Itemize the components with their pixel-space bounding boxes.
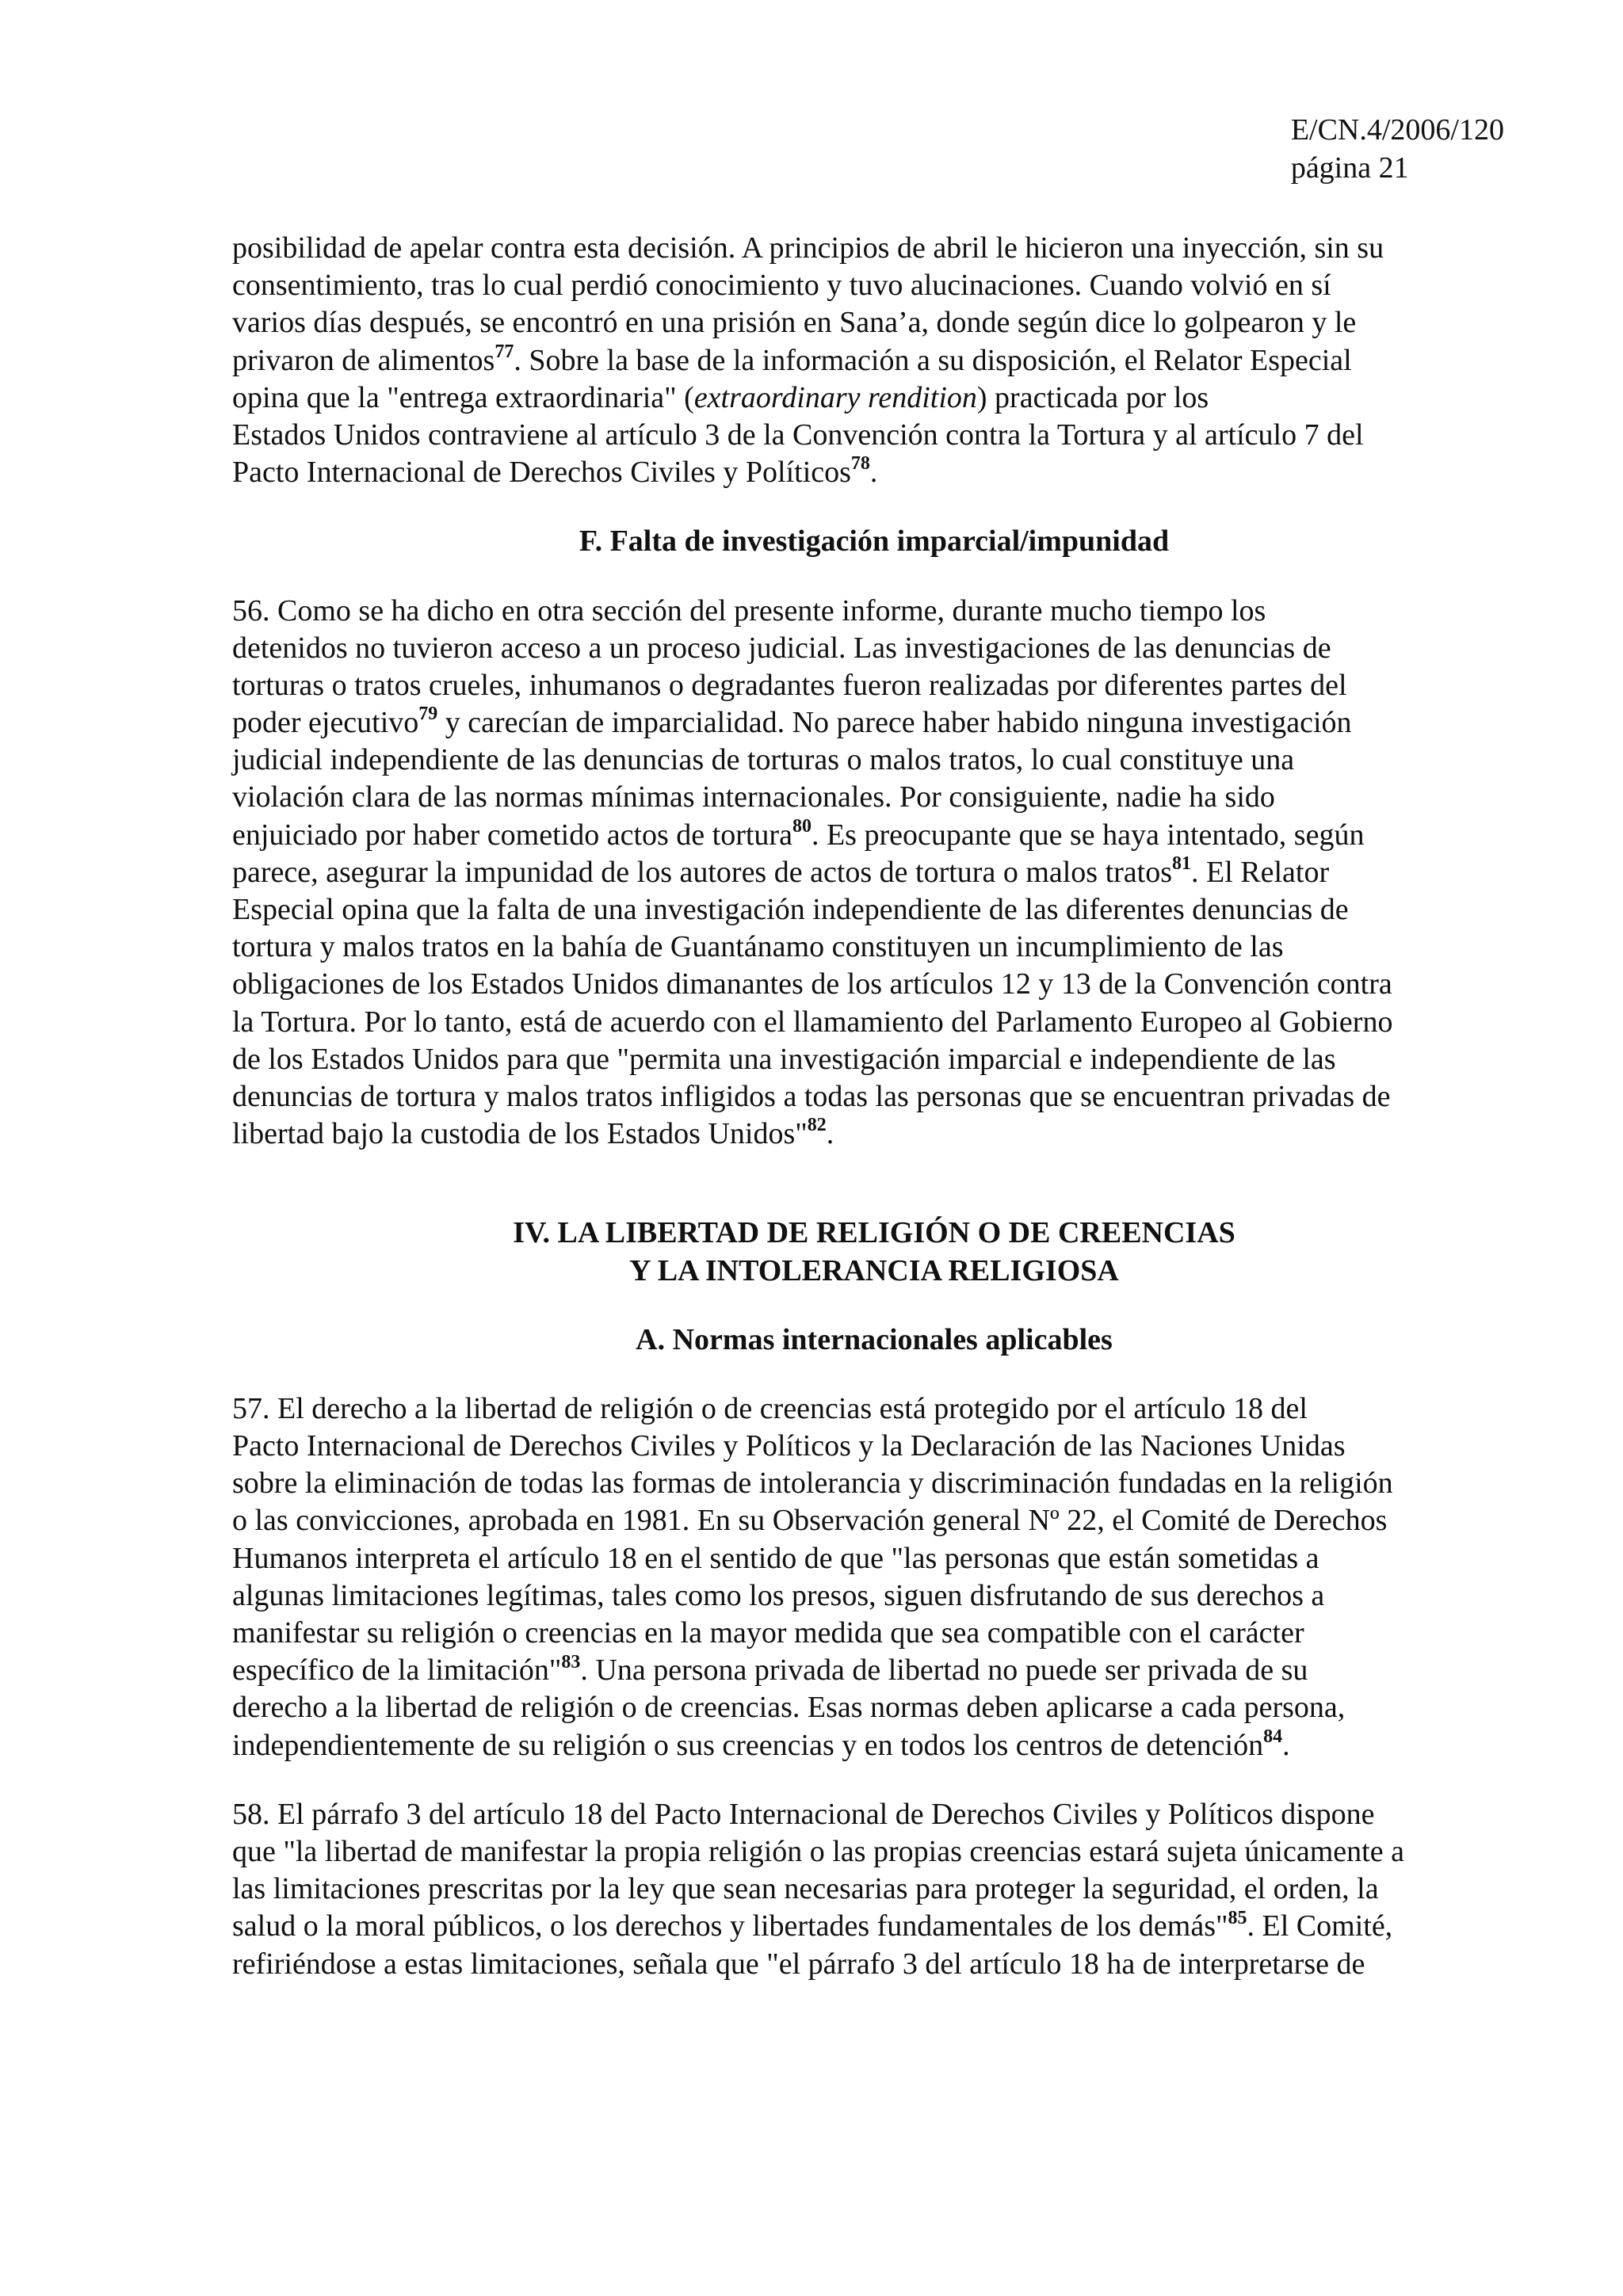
text-span: parece, asegurar la impunidad de los autores de actos de tortura o malos tratos (232, 855, 1173, 889)
text-span: . Una persona privada de libertad no puede ser privada de su (580, 1653, 1308, 1688)
text-line: 56. Como se ha dicho en otra sección del presente informe, durante mucho tiempo los (232, 593, 1266, 627)
paragraph-continuation (232, 230, 1516, 491)
text-line: torturas o tratos crueles, inhumanos o degradantes fueron realizadas por diferentes partes del (232, 668, 1347, 702)
text-line: las limitaciones prescritas por la ley que sean necesarias para proteger la seguridad, el orden, la (232, 1872, 1379, 1906)
section-heading-f: F. Falta de investigación imparcial/impunidad (579, 524, 1170, 559)
text-line: manifestar su religión o creencias en la mayor medida que sea compatible con el carácter (232, 1616, 1304, 1650)
text-line (232, 1727, 1516, 1764)
document-header (1291, 111, 1504, 187)
text-span: Pacto Internacional de Derechos Civiles y Políticos (232, 456, 851, 490)
text-line: posibilidad de apelar contra esta decisión. A principios de abril le hicieron una inyección, sin su (232, 231, 1384, 265)
text-line (232, 1908, 1516, 1945)
text-span: . (1282, 1728, 1290, 1762)
text-line: algunas limitaciones legítimas, tales como los presos, siguen disfrutando de sus derechos a (232, 1578, 1325, 1612)
text-line: que "la libertad de manifestar la propia religión o las propias creencias estará sujeta únicamente a (232, 1834, 1404, 1868)
text-line (232, 1116, 1516, 1153)
text-span: opina que la "entrega extraordinaria" ( (232, 380, 694, 414)
text-span: independientemente de su religión o sus creencias y en todos los centros de detención (232, 1728, 1264, 1762)
text-line: de los Estados Unidos para que "permita una investigación imparcial e independiente de las (232, 1042, 1336, 1076)
text-line (232, 854, 1516, 891)
text-span: privaron de alimentos (232, 343, 495, 377)
text-line (232, 1652, 1516, 1689)
text-line: consentimiento, tras lo cual perdió conocimiento y tuvo alucinaciones. Cuando volvió en sí (232, 269, 1331, 303)
text-line: varios días después, se encontró en una prisión en Sana’a, donde según dice lo golpearon y le (232, 306, 1357, 340)
document-body (232, 230, 1516, 1983)
footnote-ref[interactable]: 77 (495, 341, 514, 362)
footnote-ref[interactable]: 78 (850, 453, 870, 475)
footnote-ref[interactable]: 81 (1172, 853, 1192, 875)
text-line: sobre la eliminación de todas las formas de intolerancia y discriminación fundadas en la religión (232, 1466, 1393, 1501)
text-line: 57. El derecho a la libertad de religión o de creencias está protegido por el artículo 18 del (232, 1391, 1308, 1425)
text-line: judicial independiente de las denuncias de torturas o malos tratos, lo cual constituye una (232, 743, 1295, 777)
chapter-heading-line-2: Y LA INTOLERANCIA RELIGIOSA (629, 1253, 1119, 1287)
text-span: . (826, 1117, 834, 1151)
paragraph-57 (232, 1390, 1516, 1764)
footnote-ref[interactable]: 84 (1263, 1726, 1283, 1747)
text-line: violación clara de las normas mínimas internacionales. Por consiguiente, nadie ha sido (232, 780, 1275, 814)
text-line: derecho a la libertad de religión o de creencias. Esas normas deben aplicarse a cada persona, (232, 1691, 1346, 1725)
document-symbol: E/CN.4/2006/120 (1290, 113, 1504, 147)
paragraph-58 (232, 1796, 1516, 1983)
text-line: refiriéndose a estas limitaciones, señala que "el párrafo 3 del artículo 18 ha de interpretarse de (232, 1947, 1365, 1981)
text-line: la Tortura. Por lo tanto, está de acuerdo con el llamamiento del Parlamento Europeo al Gobierno (232, 1005, 1393, 1039)
text-span: poder ejecutivo (232, 706, 419, 740)
text-span: libertad bajo la custodia de los Estados Unidos" (232, 1117, 808, 1151)
text-span: enjuiciado por haber cometido actos de tortura (232, 818, 792, 852)
text-span: y carecían de imparcialidad. No parece haber habido ninguna investigación (437, 706, 1352, 740)
text-line (232, 817, 1516, 854)
section-heading-a: A. Normas internacionales aplicables (636, 1322, 1113, 1356)
chapter-heading-line-1: IV. LA LIBERTAD DE RELIGIÓN O DE CREENCIAS (513, 1216, 1235, 1250)
text-span: . El Comité, (1247, 1909, 1393, 1943)
text-line (232, 454, 1516, 491)
text-line (232, 704, 1516, 742)
footnote-ref[interactable]: 82 (807, 1115, 827, 1136)
text-line: detenidos no tuvieron acceso a un proceso judicial. Las investigaciones de las denuncias de (232, 631, 1331, 665)
text-line (232, 342, 1516, 379)
text-line: Pacto Internacional de Derechos Civiles y Políticos y la Declaración de las Naciones Unidas (232, 1429, 1346, 1463)
text-span: . (869, 456, 878, 490)
text-line: 58. El párrafo 3 del artículo 18 del Pacto Internacional de Derechos Civiles y Políticos dispone (232, 1797, 1375, 1831)
text-line: o las convicciones, aprobada en 1981. En su Observación general Nº 22, el Comité de Derechos (232, 1504, 1388, 1538)
footnote-ref[interactable]: 83 (561, 1651, 581, 1672)
text-line: obligaciones de los Estados Unidos dimanantes de los artículos 12 y 13 de la Convención contra (232, 967, 1392, 1001)
text-line (232, 379, 1516, 417)
footnote-ref[interactable]: 80 (792, 815, 812, 837)
text-span: ) practicada por los (976, 380, 1209, 414)
text-line: tortura y malos tratos en la bahía de Guantánamo constituyen un incumplimiento de las (232, 930, 1284, 964)
text-span: . Es preocupante que se haya intentado, según (811, 818, 1365, 852)
text-span: específico de la limitación" (232, 1653, 562, 1688)
text-line: Estados Unidos contraviene al artículo 3 de la Convención contra la Tortura y al artículo 7 del (232, 418, 1364, 452)
text-line: Humanos interpreta el artículo 18 en el sentido de que "las personas que están sometidas a (232, 1541, 1319, 1575)
paragraph-56 (232, 593, 1516, 1154)
page-number: página 21 (1290, 151, 1409, 185)
text-line: Especial opina que la falta de una investigación independiente de las diferentes denuncias de (232, 893, 1349, 926)
italic-term: extraordinary rendition (693, 380, 977, 414)
text-span: . El Relator (1191, 855, 1330, 889)
text-line: denuncias de tortura y malos tratos infligidos a todas las personas que se encuentran privadas de (232, 1079, 1391, 1113)
footnote-ref[interactable]: 79 (418, 704, 438, 725)
text-span: . Sobre la base de la información a su disposición, el Relator Especial (514, 343, 1352, 377)
text-span: salud o la moral públicos, o los derechos y libertades fundamentales de los demás" (232, 1909, 1228, 1943)
footnote-ref[interactable]: 85 (1228, 1907, 1247, 1928)
